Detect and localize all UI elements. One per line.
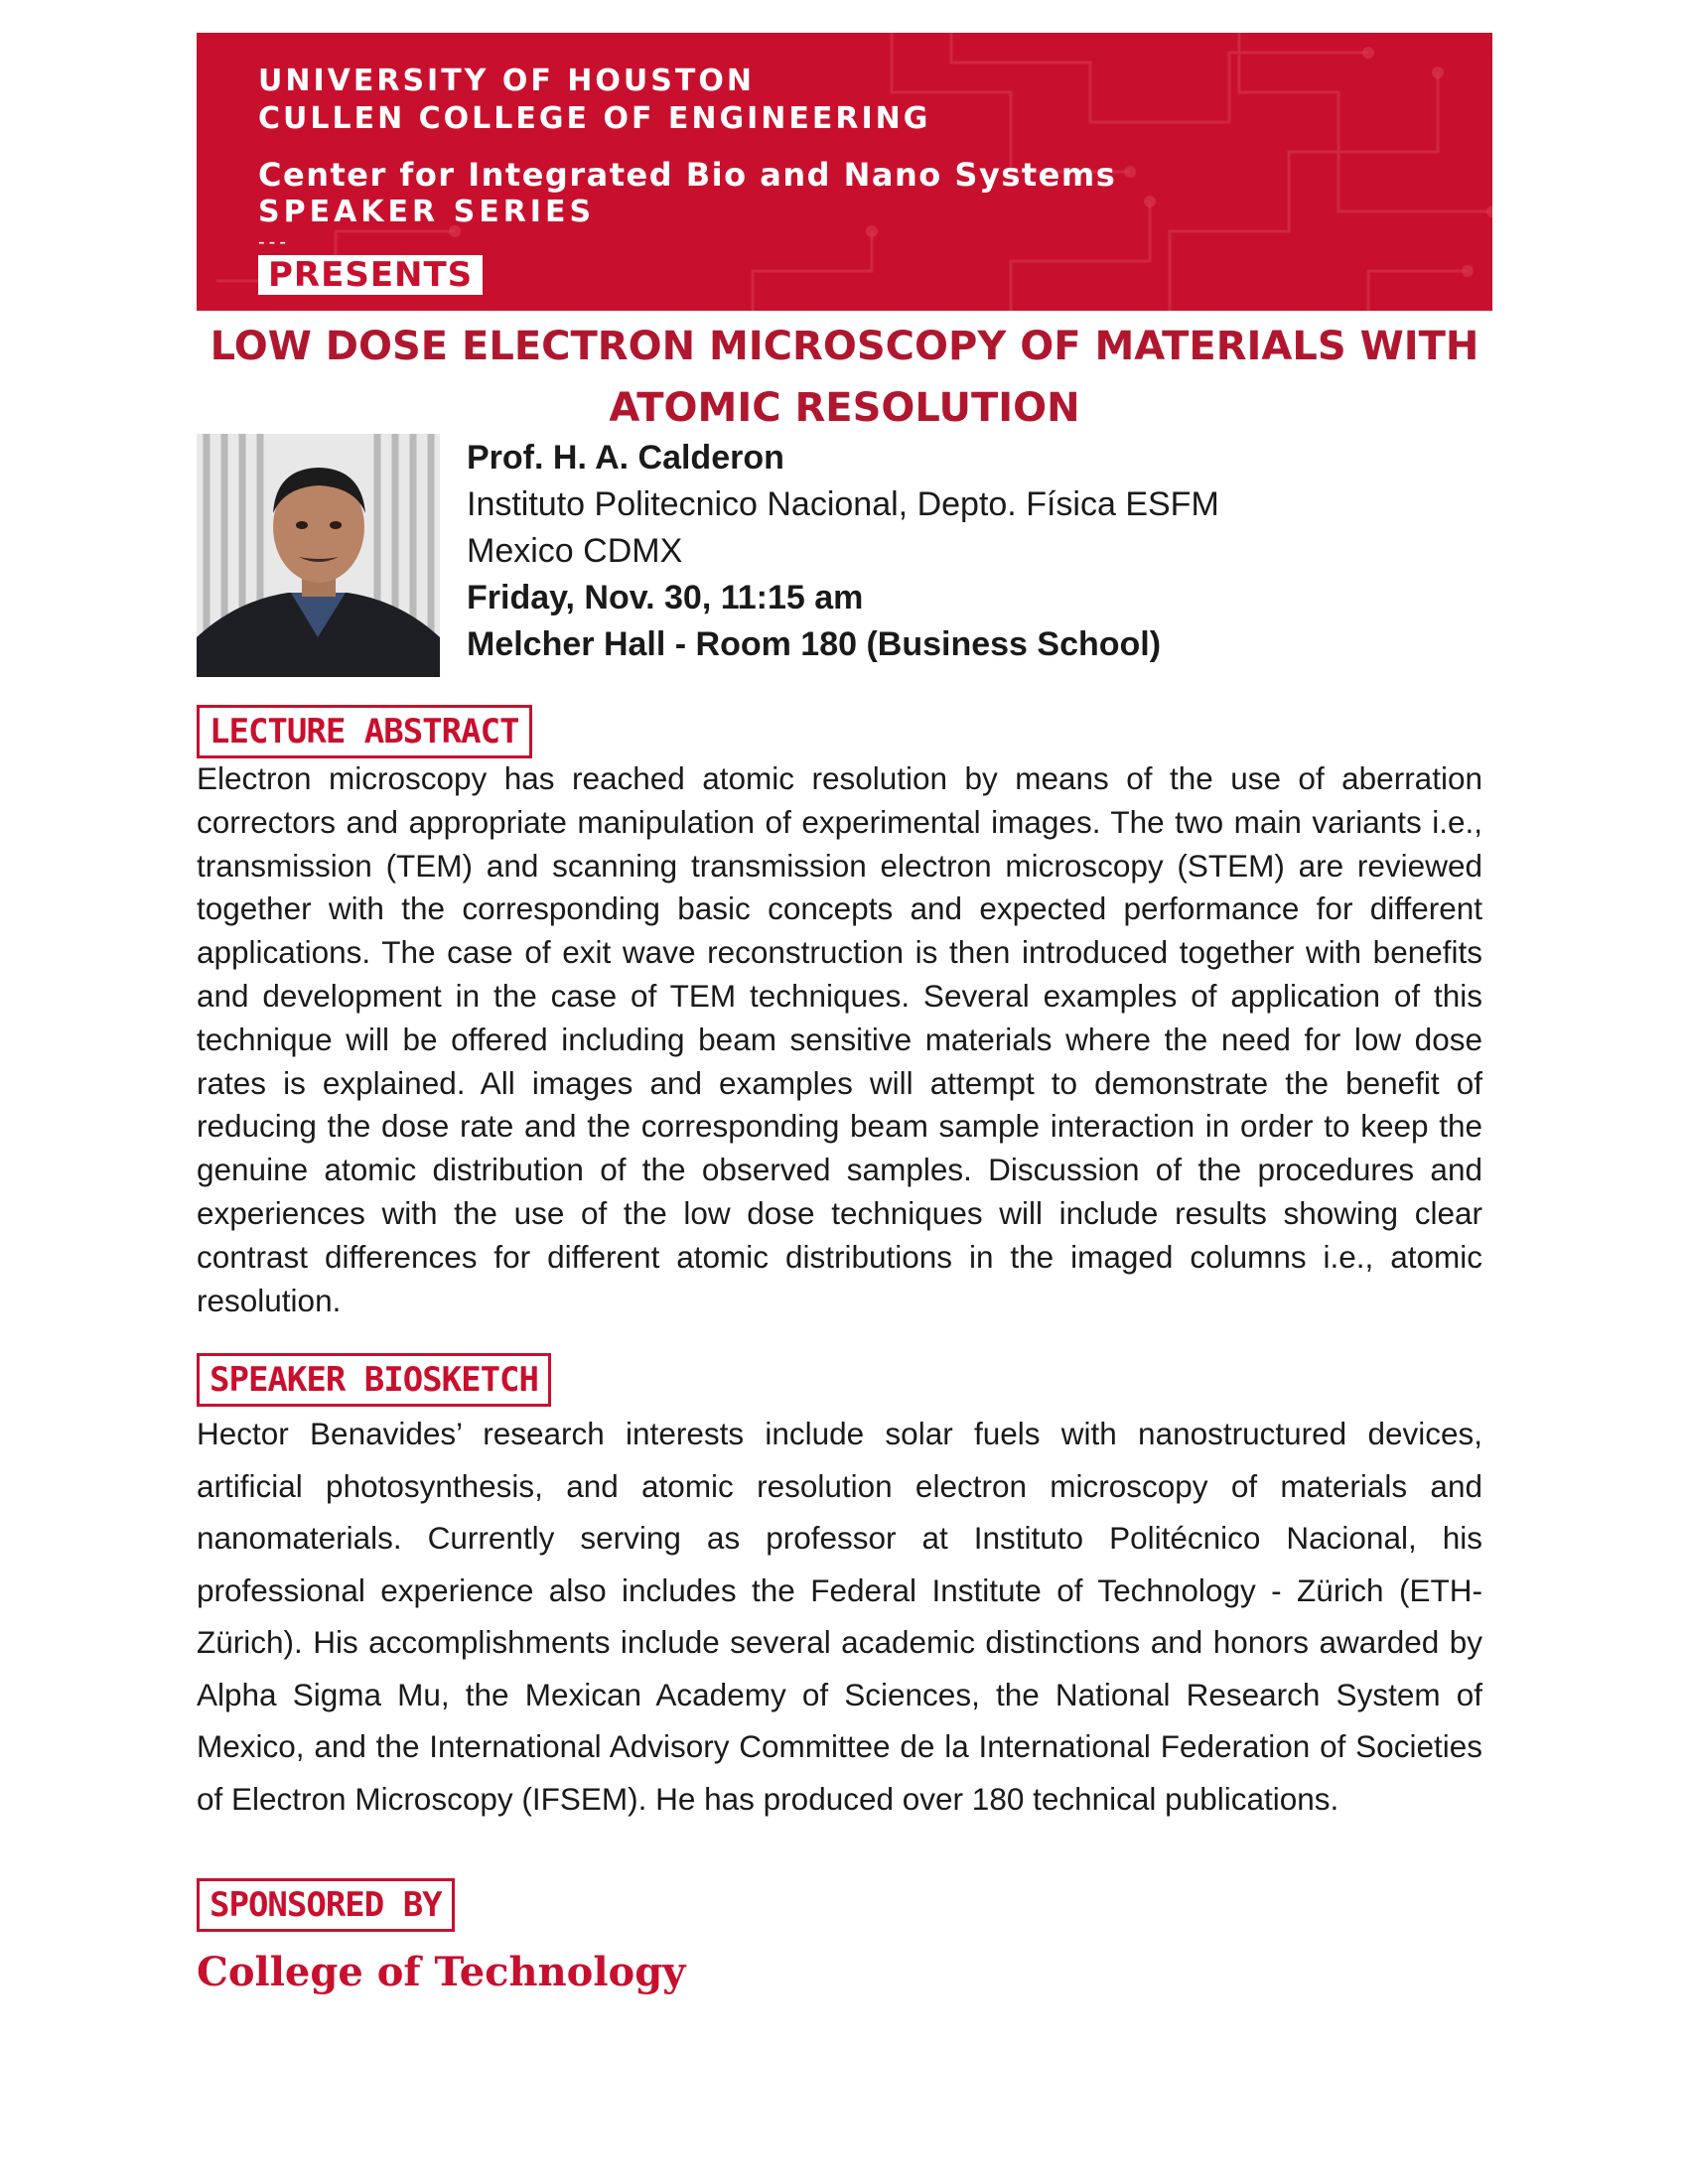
abstract-text: Electron microscopy has reached atomic resolution by means of the use of aberration correctors and appropriate manipulation of experimental images. The two main variants i.e., transmission (TEM) and scanning transmission electron microscopy (STEM) are reviewed together with the corresponding basic concepts and expected performance for different applications. The case of exit wave reconstruction is then introduced together with benefits and development in the case of TEM techniques. Several examples of application of this technique will be offered including beam sensitive materials where the need for low dose rates is explained. All images and examples will attempt to demonstrate the benefit of reducing the dose rate and the corresponding beam sample interaction in order to keep the genuine atomic distribution of the observed samples. Discussion of the procedures and experiences with the use of the low dose techniques will include results showing clear contrast differences for different atomic distributions in the imaged columns i.e., atomic resolution. xyxy=(197,760,1482,1318)
series-name: SPEAKER SERIES xyxy=(258,195,596,229)
talk-title-line-2: ATOMIC RESOLUTION xyxy=(609,385,1080,431)
talk-title-line-1: LOW DOSE ELECTRON MICROSCOPY OF MATERIALS WITH xyxy=(210,324,1479,369)
banner-text-block xyxy=(258,63,1116,295)
bio-heading: SPEAKER BIOSKETCH xyxy=(197,1353,551,1407)
header-banner xyxy=(197,33,1492,311)
speaker-affiliation: Instituto Politecnico Nacional, Depto. Física ESFM xyxy=(467,485,1219,523)
speaker-location: Mexico CDMX xyxy=(467,532,683,570)
college-name: CULLEN COLLEGE OF ENGINEERING xyxy=(258,101,931,136)
abstract-heading: LECTURE ABSTRACT xyxy=(197,705,532,758)
talk-title xyxy=(197,316,1492,439)
speaker-portrait-icon xyxy=(197,434,440,677)
event-venue: Melcher Hall - Room 180 (Business School) xyxy=(467,625,1162,663)
speaker-photo xyxy=(197,434,440,677)
bio-text: Hector Benavides’ research interests include solar fuels with nanostructured devices, artificial photosynthesis, and atomic resolution electron microscopy of materials and nanomaterials. Currently serving as professor at Instituto Politécnico Nacional, his professional experience also includes the Federal Institute of Technology - Zürich (ETH-Zürich). His accomplishments include several academic distinctions and honors awarded by Alpha Sigma Mu, the Mexican Academy of Sciences, the National Research System of Mexico, and the International Advisory Committee de la International Federation of Societies of Electron Microscopy (IFSEM). He has produced over 180 technical publications. xyxy=(197,1416,1482,1817)
sponsor-heading: SPONSORED BY xyxy=(197,1878,455,1932)
speaker-info xyxy=(467,435,1219,668)
center-name: Center for Integrated Bio and Nano Systems xyxy=(258,156,1117,194)
presents-label: PRESENTS xyxy=(258,255,483,295)
university-name: UNIVERSITY OF HOUSTON xyxy=(258,64,755,98)
sponsor-name: College of Technology xyxy=(197,1949,686,1995)
banner-dashes: --- xyxy=(258,231,290,253)
speaker-name: Prof. H. A. Calderon xyxy=(467,439,784,477)
event-date-time: Friday, Nov. 30, 11:15 am xyxy=(467,579,864,616)
